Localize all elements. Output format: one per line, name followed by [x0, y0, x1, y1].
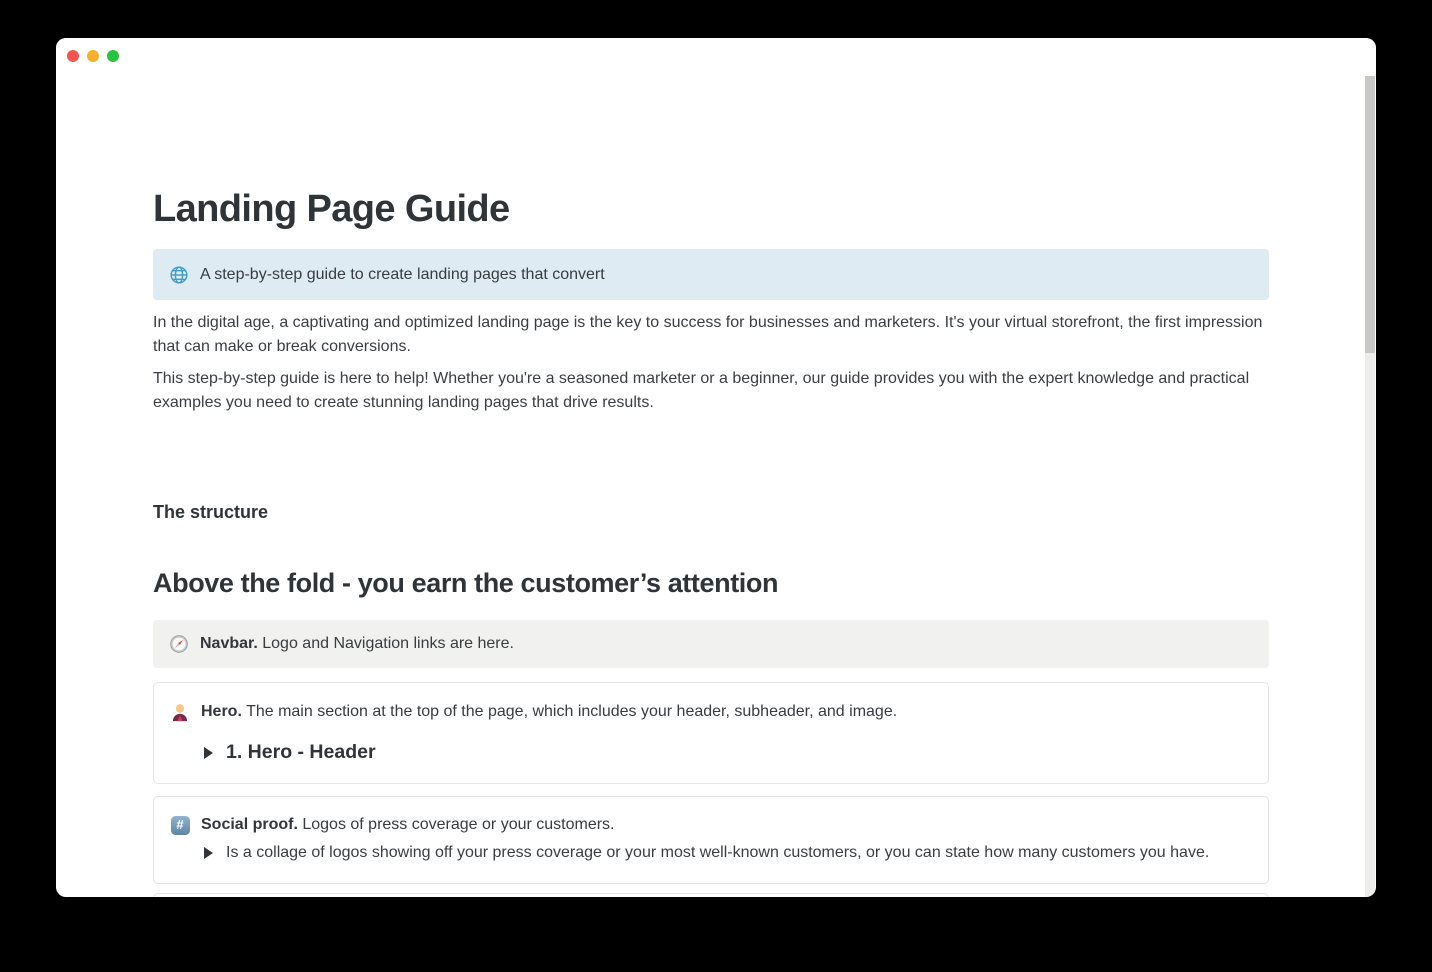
zoom-button[interactable] [107, 50, 119, 62]
minimize-button[interactable] [87, 50, 99, 62]
page-title: Landing Page Guide [153, 188, 510, 230]
navbar-callout-label: Navbar. [200, 635, 258, 652]
compass-icon [169, 634, 189, 654]
hero-description-row [154, 701, 1268, 723]
hero-card [153, 682, 1269, 784]
close-button[interactable] [67, 50, 79, 62]
superhero-icon [170, 702, 190, 722]
paragraph-guide: This step-by-step guide is here to help! Whether you're a seasoned marketer or a beginner, our guide provides you with the expert knowledge and practical examples you need to create stunning landing pages that drive results. [153, 370, 1250, 411]
hero-label: Hero. [201, 703, 242, 720]
navbar-callout-text: Navbar. Logo and Navigation links are here. [200, 635, 514, 652]
scrollbar-thumb[interactable] [1365, 76, 1375, 353]
social-description-row [154, 814, 1268, 836]
hash-keycap-icon [170, 815, 190, 835]
above-fold-heading: Above the fold - you earn the customer’s attention [153, 568, 779, 598]
toggle-triangle-icon[interactable] [204, 747, 213, 759]
hash-glyph: # [171, 816, 190, 835]
scrollbar-track[interactable] [1365, 76, 1375, 897]
social-description: Social proof. Logos of press coverage or your customers. [201, 816, 615, 833]
navbar-callout [153, 620, 1269, 668]
paragraph-intro: In the digital age, a captivating and optimized landing page is the key to success for businesses and marketers. It's your virtual storefront, the first impression that can make or break conversions. [153, 314, 1263, 355]
app-window [56, 38, 1376, 897]
social-label: Social proof. [201, 816, 298, 833]
social-toggle-label[interactable]: Is a collage of logos showing off your press coverage or your most well-known customers, or you can state how many customers you have. [226, 844, 1210, 861]
hero-description: Hero. The main section at the top of the page, which includes your header, subheader, and image. [201, 703, 898, 720]
toggle-triangle-icon[interactable] [204, 847, 213, 859]
hero-toggle[interactable] [204, 741, 376, 764]
globe-icon [169, 265, 189, 285]
window-titlebar [56, 38, 1376, 76]
social-toggle[interactable] [204, 844, 1209, 862]
hero-toggle-label[interactable]: 1. Hero - Header [226, 741, 376, 763]
next-card-partial [153, 893, 1269, 897]
intro-callout-text: A step-by-step guide to create landing pages that convert [200, 265, 605, 283]
social-proof-card [153, 796, 1269, 884]
structure-label: The structure [153, 502, 269, 522]
intro-callout [153, 249, 1269, 300]
